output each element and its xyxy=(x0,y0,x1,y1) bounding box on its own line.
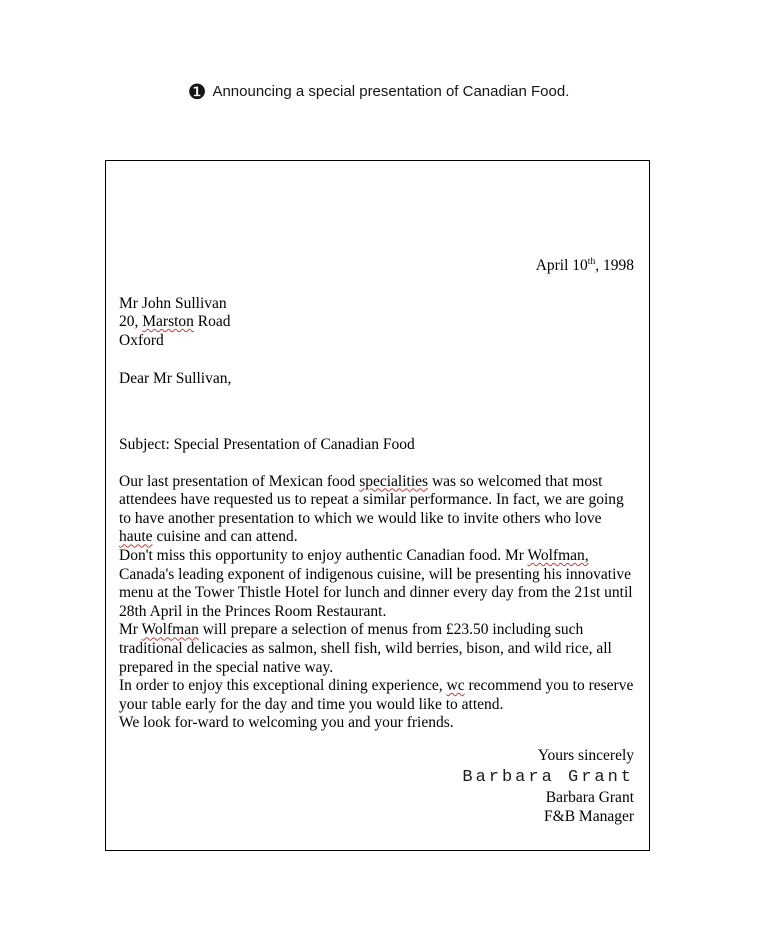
body-paragraph-4 xyxy=(119,677,634,714)
subject-line: Subject: Special Presentation of Canadian Food xyxy=(119,435,415,453)
misspelled-word: Wolfman, xyxy=(527,546,589,564)
signature-name: Barbara Grant xyxy=(545,789,634,807)
recipient-line-name xyxy=(119,295,634,314)
text-segment: recommend you to reserve your table early for the day and time you would like to attend. xyxy=(119,677,634,713)
closing-phrase: Yours sincerely xyxy=(537,746,634,764)
page-heading-text: Announcing a special presentation of Canadian Food. xyxy=(212,83,570,100)
body-paragraph-3 xyxy=(119,621,634,677)
recipient-line-city xyxy=(119,332,634,351)
body-paragraph-1 xyxy=(119,473,634,547)
text-segment: Canada's leading exponent of indigenous cuisine, will be presenting his innovative menu at the Tower Thistle Hotel for lunch and dinner every day from the 21st until 28th April in the Princes Room Restaurant. xyxy=(119,565,633,620)
text-segment: April 10 xyxy=(535,257,588,274)
recipient-address xyxy=(119,295,634,351)
text-segment: th xyxy=(587,255,596,267)
text-segment: Don't miss this opportunity to enjoy authentic Canadian food. Mr xyxy=(119,546,528,564)
text-segment: Mr xyxy=(119,621,142,639)
text-segment: , 1998 xyxy=(595,257,634,274)
text-segment: Our last presentation of Mexican food xyxy=(119,472,360,490)
misspelled-word: Wolfman xyxy=(141,621,199,639)
page-heading xyxy=(0,80,757,104)
signature-script: Barbara Grant xyxy=(462,768,634,788)
text-segment: was so welcomed that most attendees have requested us to repeat a similar performance. In fact, we are going to have another presentation to which we would like to invite others who love xyxy=(119,472,624,527)
text-segment: In order to enjoy this exceptional dining experience, xyxy=(119,677,447,695)
salutation: Dear Mr Sullivan, xyxy=(119,370,232,388)
misspelled-word: specialities xyxy=(359,472,429,490)
text-segment: Road xyxy=(193,313,231,331)
letter-body xyxy=(119,473,634,733)
text-segment: 20, xyxy=(119,313,143,331)
text-segment: We look for-ward to welcoming you and your friends. xyxy=(119,714,454,732)
misspelled-word: wc xyxy=(446,677,465,695)
body-paragraph-2 xyxy=(119,547,634,621)
text-segment: Mr John Sullivan xyxy=(119,294,227,312)
text-segment: will prepare a selection of menus from £23.50 including such traditional delicacies as salmon, shell fish, wild berries, bison, and wild rice, all prepared in the special native way. xyxy=(119,621,612,676)
misspelled-word: Marston xyxy=(142,313,194,331)
numbered-bullet-one-icon: ❶ xyxy=(187,80,207,104)
recipient-line-street xyxy=(119,313,634,332)
body-paragraph-5 xyxy=(119,714,634,733)
letter-container xyxy=(105,160,650,851)
text-segment: cuisine and can attend. xyxy=(152,528,298,546)
misspelled-word: haute xyxy=(119,528,153,546)
letter-date xyxy=(119,257,634,276)
text-segment: Oxford xyxy=(119,331,164,349)
signature-title: F&B Manager xyxy=(544,808,634,826)
